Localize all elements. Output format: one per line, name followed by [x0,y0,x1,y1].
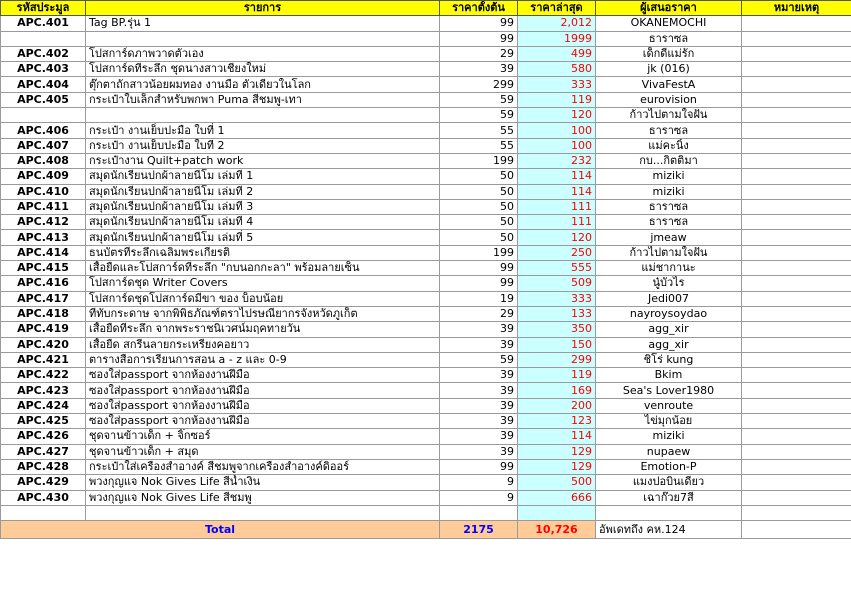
cell-latest-price[interactable]: 111 [518,215,596,230]
cell-note[interactable] [742,383,851,398]
cell-item[interactable]: พวงกุญแจ Nok Gives Life สีชมพู [86,490,440,505]
cell-code[interactable]: APC.415 [1,261,86,276]
cell-code[interactable]: APC.425 [1,414,86,429]
cell-bidder[interactable]: Emotion-P [596,459,742,474]
cell-item[interactable]: ที่ทับกระดาษ จากพิพิธภัณฑ์ตราไปรษณียากรจังหวัดภูเก็ต [86,306,440,321]
cell-note[interactable] [742,108,851,123]
cell-start-price[interactable]: 59 [440,92,518,107]
cell-latest-price[interactable]: 150 [518,337,596,352]
table-row [1,138,851,153]
cell-start-price[interactable]: 39 [440,429,518,444]
table-row [1,398,851,413]
cell-code[interactable]: APC.423 [1,383,86,398]
cell-bidder[interactable]: ชิโร่ kung [596,352,742,367]
cell-item[interactable]: โปสการ์ดภาพวาดตัวเอง [86,46,440,61]
cell-latest-price[interactable]: 120 [518,230,596,245]
cell-code[interactable]: APC.414 [1,245,86,260]
cell-code[interactable]: APC.430 [1,490,86,505]
cell-item[interactable]: กระเป๋า งานเย็บปะมือ ใบที่ 2 [86,138,440,153]
table-row [1,429,851,444]
cell-latest-price[interactable]: 2,012 [518,16,596,31]
table-row [1,475,851,490]
cell-start-price[interactable]: 50 [440,184,518,199]
cell-latest-price[interactable]: 114 [518,429,596,444]
cell-note[interactable] [742,169,851,184]
cell-latest-price[interactable]: 111 [518,199,596,214]
cell-start-price[interactable]: 19 [440,291,518,306]
cell-bidder[interactable]: jmeaw [596,230,742,245]
total-label[interactable]: Total [1,521,440,539]
cell-item[interactable] [86,31,440,46]
cell-start-price[interactable]: 39 [440,414,518,429]
cell-code[interactable]: APC.402 [1,46,86,61]
cell-bidder[interactable]: Jedi007 [596,291,742,306]
table-row [1,368,851,383]
cell-latest-price[interactable]: 333 [518,291,596,306]
cell-latest-price[interactable]: 129 [518,444,596,459]
cell-latest-price[interactable]: 250 [518,245,596,260]
cell-code[interactable]: APC.427 [1,444,86,459]
header-note[interactable]: หมายเหตุ [742,1,851,16]
cell-bidder[interactable]: miziki [596,169,742,184]
cell-note[interactable] [742,31,851,46]
cell[interactable] [742,505,851,520]
cell-start-price[interactable]: 59 [440,108,518,123]
table-row [1,62,851,77]
total-row [1,521,851,539]
cell-note[interactable] [742,16,851,31]
cell-start-price[interactable]: 55 [440,138,518,153]
cell-note[interactable] [742,429,851,444]
cell-code[interactable]: APC.403 [1,62,86,77]
cell-code[interactable]: APC.408 [1,153,86,168]
table-row [1,230,851,245]
cell-code[interactable]: APC.406 [1,123,86,138]
table-row [1,92,851,107]
cell-item[interactable]: สมุดนักเรียนปกผ้าลายนีโม เล่มที่ 2 [86,184,440,199]
cell-start-price[interactable]: 199 [440,153,518,168]
cell-start-price[interactable]: 99 [440,261,518,276]
cell-start-price[interactable]: 29 [440,46,518,61]
cell-start-price[interactable]: 39 [440,383,518,398]
cell-latest-price[interactable]: 666 [518,490,596,505]
cell-note[interactable] [742,368,851,383]
cell-latest-price[interactable]: 333 [518,77,596,92]
cell-note[interactable] [742,77,851,92]
cell-item[interactable]: สมุดนักเรียนปกผ้าลายนีโม เล่มที่ 3 [86,199,440,214]
cell-code[interactable]: APC.411 [1,199,86,214]
cell-item[interactable]: เสื้อยืด สกรีนลายกระเหรี่ยงคอยาว [86,337,440,352]
cell-item[interactable]: กระเป๋าใส่เครื่องสำอางค์ สีชมพูจากเครื่องสำอางค์ดิออร์ [86,459,440,474]
cell-note[interactable] [742,276,851,291]
cell-start-price[interactable]: 99 [440,459,518,474]
cell-code[interactable]: APC.426 [1,429,86,444]
cell-bidder[interactable]: nayroysoydao [596,306,742,321]
cell-latest-price[interactable]: 169 [518,383,596,398]
cell-bidder[interactable]: VivaFestA [596,77,742,92]
cell-code[interactable]: APC.404 [1,77,86,92]
cell-note[interactable] [742,92,851,107]
cell-note[interactable] [742,153,851,168]
cell-bidder[interactable]: jk (016) [596,62,742,77]
cell-bidder[interactable]: venroute [596,398,742,413]
cell-code[interactable]: APC.410 [1,184,86,199]
cell-start-price[interactable]: 50 [440,169,518,184]
cell-latest-price[interactable]: 114 [518,184,596,199]
cell-latest-price[interactable]: 129 [518,459,596,474]
cell-item[interactable]: ชุดจานข้าวเด็ก + สมุด [86,444,440,459]
table-row [1,31,851,46]
cell-note[interactable] [742,337,851,352]
cell-latest-price[interactable]: 580 [518,62,596,77]
cell-note[interactable] [742,199,851,214]
cell-code[interactable]: APC.422 [1,368,86,383]
table-row [1,16,851,31]
header-row [1,1,851,16]
cell-item[interactable]: ซองใส่passport จากห้องงานฝีมือ [86,383,440,398]
cell-bidder[interactable]: agg_xir [596,322,742,337]
cell-note[interactable] [742,123,851,138]
cell-item[interactable]: โปสการ์ดที่ระลึก ชุดนางสาวเชียงใหม่ [86,62,440,77]
cell-start-price[interactable]: 9 [440,490,518,505]
cell-code[interactable]: APC.413 [1,230,86,245]
cell-bidder[interactable]: ก้าวไปตามใจฝัน [596,108,742,123]
total-latest-price[interactable]: 10,726 [518,521,596,539]
cell-start-price[interactable]: 59 [440,352,518,367]
header-start-price[interactable]: ราคาตั้งต้น [440,1,518,16]
cell-item[interactable]: สมุดนักเรียนปกผ้าลายนีโม เล่มที่ 5 [86,230,440,245]
total-start-price[interactable]: 2175 [440,521,518,539]
cell-start-price[interactable]: 99 [440,16,518,31]
cell-note[interactable] [742,459,851,474]
table-row [1,169,851,184]
cell-latest-price[interactable]: 1999 [518,31,596,46]
table-row [1,108,851,123]
cell-code[interactable]: APC.407 [1,138,86,153]
table-row [1,276,851,291]
header-item[interactable]: รายการ [86,1,440,16]
cell-latest-price[interactable]: 119 [518,368,596,383]
cell-code[interactable]: APC.409 [1,169,86,184]
cell-bidder[interactable]: agg_xir [596,337,742,352]
cell-bidder[interactable]: แม่คะนิ้ง [596,138,742,153]
cell-start-price[interactable]: 39 [440,62,518,77]
table-row [1,291,851,306]
cell-start-price[interactable]: 39 [440,337,518,352]
cell-item[interactable]: พวงกุญแจ Nok Gives Life สีน้ำเงิน [86,475,440,490]
table-row [1,414,851,429]
table-row [1,261,851,276]
cell-item[interactable]: โปสการ์ดชุดโปสการ์ดมีขา ของ บ็อบน้อย [86,291,440,306]
cell-item[interactable]: Tag BP.รุ่น 1 [86,16,440,31]
cell-note[interactable] [742,414,851,429]
cell-start-price[interactable]: 39 [440,444,518,459]
cell-code[interactable]: APC.421 [1,352,86,367]
cell-latest-price[interactable]: 299 [518,352,596,367]
cell-item[interactable]: กระเป๋า งานเย็บปะมือ ใบที่ 1 [86,123,440,138]
cell-start-price[interactable]: 199 [440,245,518,260]
cell-bidder[interactable]: Sea's Lover1980 [596,383,742,398]
cell-code[interactable]: APC.420 [1,337,86,352]
cell-bidder[interactable]: eurovision [596,92,742,107]
table-row [1,245,851,260]
cell-bidder[interactable]: ไข่มุกน้อย [596,414,742,429]
cell-code[interactable]: APC.412 [1,215,86,230]
cell-bidder[interactable]: ธาราซล [596,31,742,46]
cell-latest-price[interactable]: 499 [518,46,596,61]
cell-item[interactable]: ซองใส่passport จากห้องงานฝีมือ [86,368,440,383]
header-code[interactable]: รหัสประมูล [1,1,86,16]
cell-bidder[interactable]: Bkim [596,368,742,383]
cell-note[interactable] [742,475,851,490]
cell-latest-price[interactable]: 119 [518,92,596,107]
blank-row [1,505,851,520]
cell-latest-price[interactable]: 123 [518,414,596,429]
cell-bidder[interactable]: ธาราซล [596,199,742,214]
table-row [1,123,851,138]
table-row [1,77,851,92]
cell[interactable] [440,505,518,520]
cell-latest-price[interactable]: 350 [518,322,596,337]
cell-item[interactable]: เสื้อยืดที่ระลึก จากพระราชนิเวศน์มฤคทายวัน [86,322,440,337]
cell-bidder[interactable]: miziki [596,184,742,199]
cell-item[interactable]: ตุ๊กตาถักสาวน้อยผมทอง งานมือ ตัวเดียวในโลก [86,77,440,92]
cell[interactable] [518,505,596,520]
cell-item[interactable]: กระเป๋าใบเล็กสำหรับพกพา Puma สีชมพู-เทา [86,92,440,107]
cell-item[interactable]: ตารางสื่อการเรียนการสอน a - z และ 0-9 [86,352,440,367]
cell[interactable] [1,505,86,520]
cell-code[interactable]: APC.418 [1,306,86,321]
table-row [1,199,851,214]
cell-start-price[interactable]: 50 [440,199,518,214]
cell-latest-price[interactable]: 133 [518,306,596,321]
cell-latest-price[interactable]: 100 [518,138,596,153]
cell-note[interactable] [742,230,851,245]
cell-start-price[interactable]: 99 [440,276,518,291]
cell-start-price[interactable]: 9 [440,475,518,490]
cell-code[interactable]: APC.428 [1,459,86,474]
cell-start-price[interactable]: 50 [440,215,518,230]
cell-note[interactable] [742,261,851,276]
cell-note[interactable] [742,184,851,199]
cell-bidder[interactable]: ธาราซล [596,215,742,230]
cell-bidder[interactable]: miziki [596,429,742,444]
table-row [1,153,851,168]
cell-latest-price[interactable]: 232 [518,153,596,168]
table-row [1,215,851,230]
cell-note[interactable] [742,322,851,337]
cell-note[interactable] [742,398,851,413]
cell-latest-price[interactable]: 114 [518,169,596,184]
cell-start-price[interactable]: 39 [440,322,518,337]
table-row [1,322,851,337]
cell-code[interactable]: APC.416 [1,276,86,291]
table-body [1,16,851,506]
cell-item[interactable] [86,108,440,123]
cell-bidder[interactable]: แม่ชากานะ [596,261,742,276]
cell-note[interactable] [742,490,851,505]
cell-note[interactable] [742,306,851,321]
cell-note[interactable] [742,62,851,77]
cell-latest-price[interactable]: 500 [518,475,596,490]
cell-code[interactable]: APC.424 [1,398,86,413]
cell-note[interactable] [742,444,851,459]
table-row [1,337,851,352]
cell-bidder[interactable]: OKANEMOCHI [596,16,742,31]
cell-code[interactable]: APC.405 [1,92,86,107]
table-row [1,490,851,505]
cell-code[interactable] [1,108,86,123]
cell-note[interactable] [742,46,851,61]
table-row [1,352,851,367]
cell-start-price[interactable]: 99 [440,31,518,46]
cell-bidder[interactable]: ธาราซล [596,123,742,138]
cell-code[interactable] [1,31,86,46]
cell-bidder[interactable]: เด็กดีแม่รัก [596,46,742,61]
table-row [1,184,851,199]
cell-note[interactable] [742,352,851,367]
table-row [1,46,851,61]
total-update-note[interactable]: อัพเดทถึง คห.124 [596,521,742,539]
cell-code[interactable]: APC.417 [1,291,86,306]
cell[interactable] [86,505,440,520]
cell-code[interactable]: APC.419 [1,322,86,337]
cell-item[interactable]: กระเป๋างาน Quilt+patch work [86,153,440,168]
cell-latest-price[interactable]: 120 [518,108,596,123]
cell-start-price[interactable]: 29 [440,306,518,321]
cell-note[interactable] [742,291,851,306]
cell-item[interactable]: ธนบัตรที่ระลึกเฉลิมพระเกียรติ [86,245,440,260]
cell-bidder[interactable]: นู๋บัวไร [596,276,742,291]
cell-bidder[interactable]: เฉาก๊วย7สี [596,490,742,505]
cell[interactable] [742,521,851,539]
cell-start-price[interactable]: 55 [440,123,518,138]
cell-latest-price[interactable]: 555 [518,261,596,276]
cell-start-price[interactable]: 39 [440,398,518,413]
cell-item[interactable]: เสื้อยืดและโปสการ์ดที่ระลึก "กบนอกกะลา" พร้อมลายเซ็น [86,261,440,276]
cell-bidder[interactable]: แมงปอบินเดี่ยว [596,475,742,490]
cell-item[interactable]: สมุดนักเรียนปกผ้าลายนีโม เล่มที่ 1 [86,169,440,184]
cell-latest-price[interactable]: 509 [518,276,596,291]
header-bidder[interactable]: ผู้เสนอราคา [596,1,742,16]
table-row [1,444,851,459]
cell-note[interactable] [742,215,851,230]
cell[interactable] [596,505,742,520]
cell-item[interactable]: โปสการ์ดชุด Writer Covers [86,276,440,291]
cell-start-price[interactable]: 50 [440,230,518,245]
cell-note[interactable] [742,138,851,153]
cell-item[interactable]: ชุดจานข้าวเด็ก + จิ๊กซอร์ [86,429,440,444]
cell-latest-price[interactable]: 200 [518,398,596,413]
cell-note[interactable] [742,245,851,260]
cell-start-price[interactable]: 299 [440,77,518,92]
cell-bidder[interactable]: nupaew [596,444,742,459]
cell-item[interactable]: สมุดนักเรียนปกผ้าลายนีโม เล่มที่ 4 [86,215,440,230]
cell-latest-price[interactable]: 100 [518,123,596,138]
cell-item[interactable]: ซองใส่passport จากห้องงานฝีมือ [86,414,440,429]
table-row [1,459,851,474]
cell-bidder[interactable]: กบ...กิตติมา [596,153,742,168]
header-latest-price[interactable]: ราคาล่าสุด [518,1,596,16]
cell-code[interactable]: APC.429 [1,475,86,490]
cell-bidder[interactable]: ก้าวไปตามใจฝัน [596,245,742,260]
table-row [1,306,851,321]
cell-item[interactable]: ซองใส่passport จากห้องงานฝีมือ [86,398,440,413]
cell-start-price[interactable]: 39 [440,368,518,383]
cell-code[interactable]: APC.401 [1,16,86,31]
table-row [1,383,851,398]
